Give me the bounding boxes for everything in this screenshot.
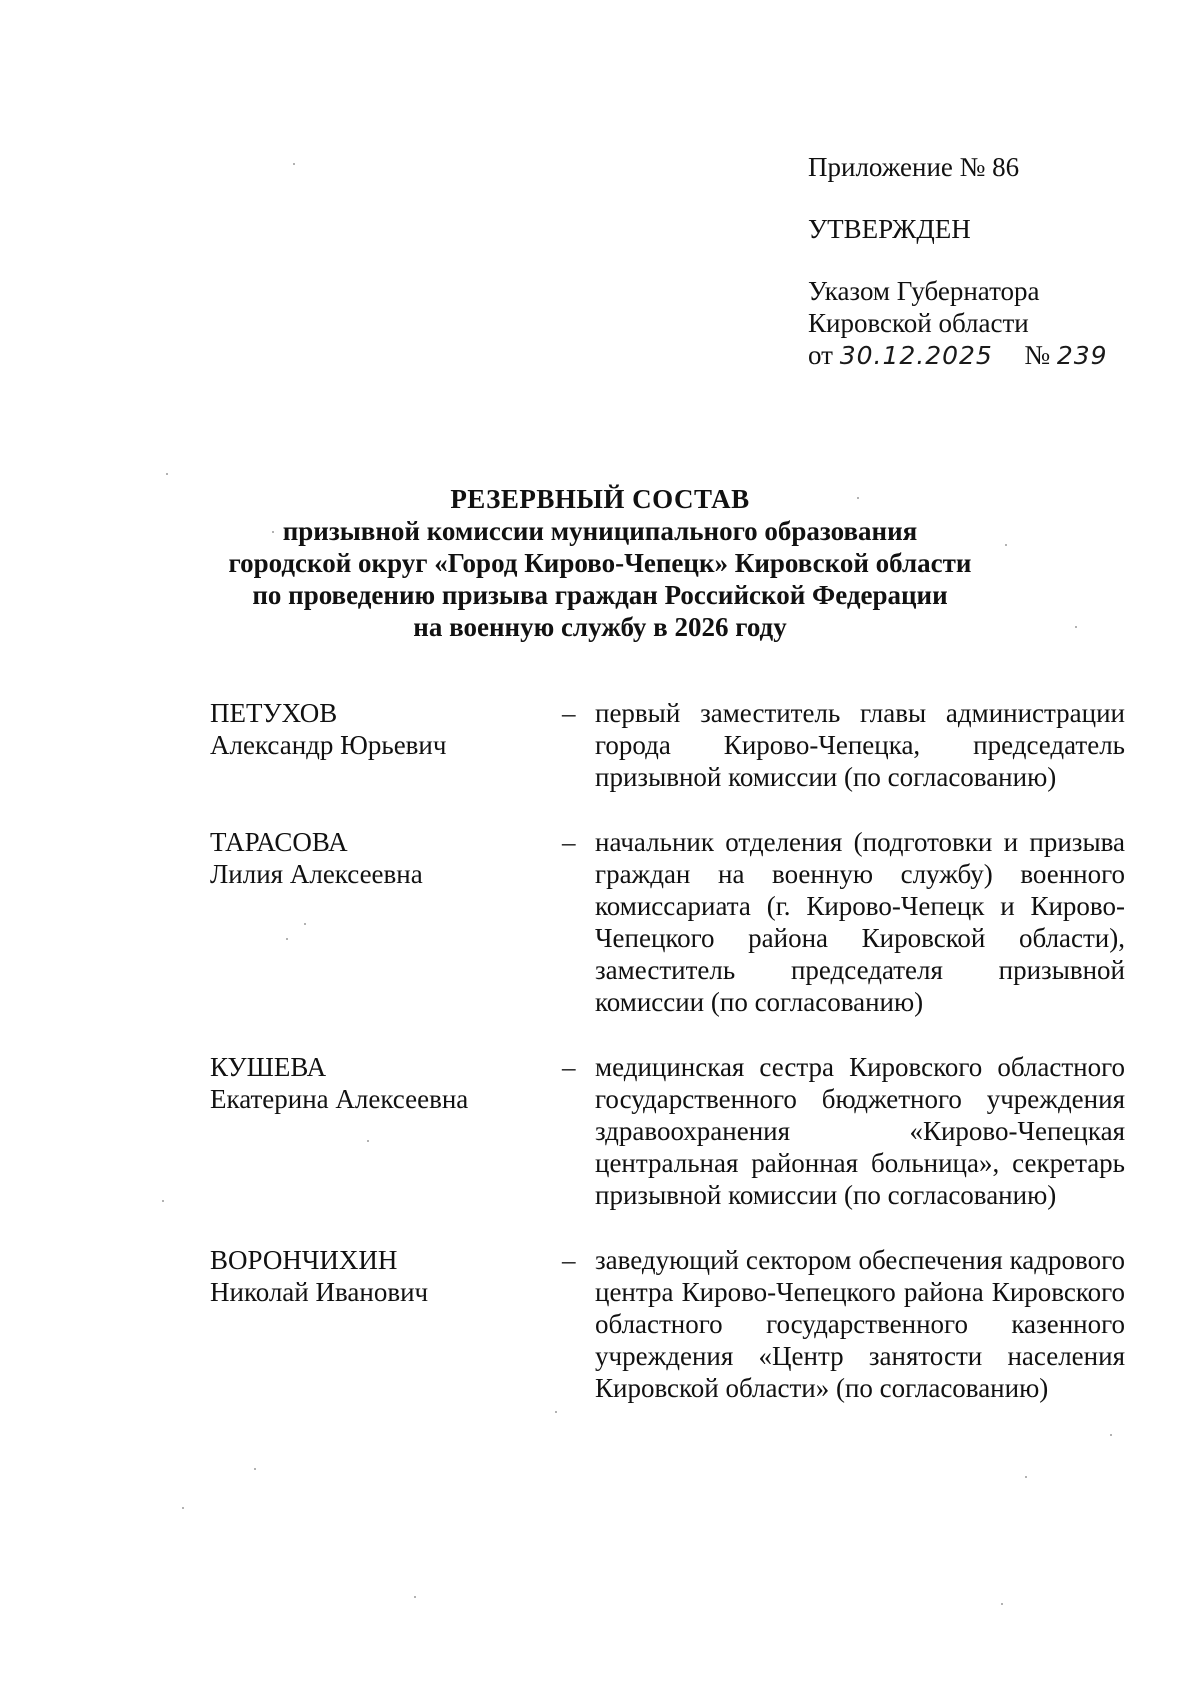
scan-speck: [166, 473, 168, 475]
scan-speck: [1005, 544, 1007, 546]
scan-speck: [414, 1596, 416, 1598]
scan-speck: [1001, 1603, 1003, 1605]
member-given-name: Лилия Алексеевна: [210, 859, 423, 889]
scan-speck: [162, 1200, 164, 1202]
dash: –: [562, 1245, 576, 1275]
member-surname: ПЕТУХОВ: [210, 698, 338, 728]
scan-speck: [293, 163, 295, 165]
decree-line-1: Указом Губернатора: [808, 276, 1040, 306]
member-surname: ТАРАСОВА: [210, 827, 348, 857]
title-line-5: на военную службу в 2026 году: [413, 612, 787, 642]
handwritten-date: 30.12.2025: [839, 341, 993, 370]
title-main: РЕЗЕРВНЫЙ СОСТАВ: [450, 484, 750, 514]
scan-speck: [555, 1411, 557, 1413]
dash: –: [562, 1052, 576, 1082]
title-line-4: по проведению призыва граждан Российской Федерации: [252, 580, 948, 610]
scan-speck: [1075, 626, 1077, 628]
scan-speck: [304, 923, 306, 925]
member-position: первый заместитель главы администрации города Кирово-Чепецка, председатель призывной комиссии (по согласованию): [595, 698, 1125, 792]
scan-speck: [367, 1140, 369, 1142]
scan-speck: [272, 531, 274, 533]
number-prefix: №: [1024, 340, 1051, 370]
member-position: медицинская сестра Кировского областного государственного бюджетного учреждения здравоохранения «Кирово-Чепецкая центральная районная больница», секретарь призывной комиссии (по согласованию): [595, 1052, 1125, 1210]
member-list: [210, 697, 1125, 1404]
scan-speck: [254, 1468, 256, 1470]
member-surname: ВОРОНЧИХИН: [210, 1245, 398, 1275]
scan-speck: [857, 497, 859, 499]
dash: –: [562, 698, 576, 728]
date-prefix: от: [808, 340, 833, 370]
scan-speck: [286, 938, 288, 940]
member-position: заведующий сектором обеспечения кадрового центра Кирово-Чепецкого района Кировского областного государственного казенного учреждения «Центр занятости населения Кировской области» (по согласованию): [595, 1245, 1125, 1403]
member-surname: КУШЕВА: [210, 1052, 327, 1082]
member-name: [210, 697, 560, 793]
dash: –: [562, 827, 576, 857]
approval-stamp-text: УТВЕРЖДЕН: [808, 214, 971, 244]
member-name: [210, 1244, 560, 1404]
member-entry: [210, 1244, 1125, 1404]
title-line-2: призывной комиссии муниципального образования: [282, 516, 918, 546]
approval-header: [808, 151, 1168, 372]
member-given-name: Александр Юрьевич: [210, 730, 447, 760]
title-line-3: городской округ «Город Кирово-Чепецк» Кировской области: [228, 548, 972, 578]
member-entry: [210, 826, 1125, 1018]
member-name: [210, 826, 560, 1018]
member-given-name: Николай Иванович: [210, 1277, 429, 1307]
member-name: [210, 1051, 560, 1211]
scan-speck: [182, 1507, 184, 1509]
decree-line-2: Кировской области: [808, 308, 1029, 338]
handwritten-number: 239: [1056, 341, 1108, 370]
member-entry: [210, 697, 1125, 793]
document-title: [140, 483, 1060, 643]
appendix-number: Приложение № 86: [808, 152, 1020, 182]
member-given-name: Екатерина Алексеевна: [210, 1084, 469, 1114]
scan-speck: [1025, 1476, 1027, 1478]
decree-date-line: [808, 339, 1168, 372]
scan-speck: [1110, 1434, 1112, 1436]
member-position: начальник отделения (подготовки и призыва граждан на военную службу) военного комиссариата (г. Кирово-Чепецк и Кирово-Чепецкого района Кировской области), заместитель председателя призывной комиссии (по согласованию): [595, 827, 1125, 1017]
member-entry: [210, 1051, 1125, 1211]
